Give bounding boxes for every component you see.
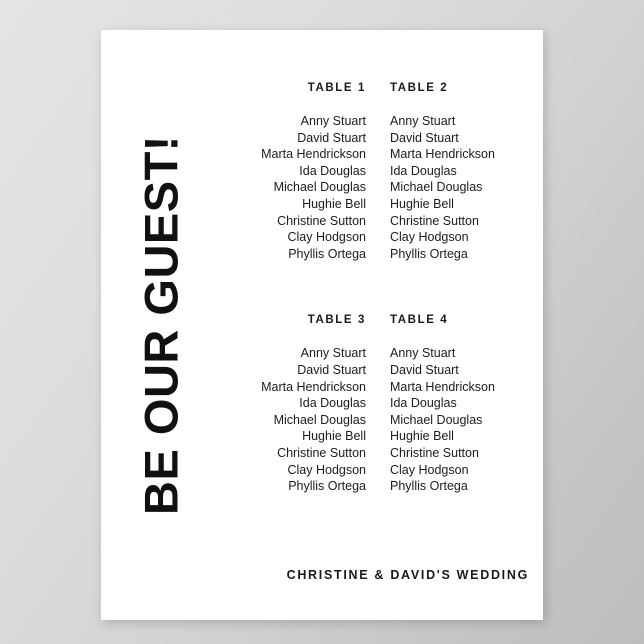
guest-name: Phyllis Ortega bbox=[288, 246, 366, 261]
guest-name: Phyllis Ortega bbox=[390, 479, 468, 494]
table-block-4 bbox=[382, 314, 543, 494]
guest-name: David Stuart bbox=[390, 362, 459, 377]
guest-name: Ida Douglas bbox=[299, 396, 366, 411]
seating-chart-area bbox=[221, 30, 543, 620]
table-block-3 bbox=[221, 314, 382, 494]
guest-name: Anny Stuart bbox=[300, 346, 366, 361]
guest-name: Anny Stuart bbox=[300, 114, 366, 128]
guest-name: David Stuart bbox=[390, 130, 459, 145]
table-heading: TABLE 1 bbox=[307, 82, 366, 94]
poster bbox=[101, 30, 543, 620]
guest-name: David Stuart bbox=[297, 130, 366, 145]
guest-name: Clay Hodgson bbox=[287, 230, 366, 245]
guest-name: Hughie Bell bbox=[302, 196, 366, 211]
table-heading: TABLE 4 bbox=[390, 314, 449, 327]
guest-name: Anny Stuart bbox=[390, 114, 456, 128]
guest-name: Clay Hodgson bbox=[390, 462, 469, 477]
table-heading: TABLE 3 bbox=[307, 314, 366, 327]
guest-name: Marta Hendrickson bbox=[390, 147, 495, 162]
guest-name: Ida Douglas bbox=[299, 163, 366, 178]
guest-name: Christine Sutton bbox=[390, 213, 479, 228]
table-block-2 bbox=[382, 82, 543, 262]
table-heading: TABLE 2 bbox=[390, 82, 449, 94]
poster-title-text: BE OUR GUEST! bbox=[134, 135, 188, 515]
guest-name: Marta Hendrickson bbox=[261, 147, 366, 162]
guest-name: Hughie Bell bbox=[390, 196, 454, 211]
poster-footer-couple-names: CHRISTINE & DAVID'S WEDDING bbox=[286, 568, 529, 582]
guest-name: Ida Douglas bbox=[390, 163, 457, 178]
table-block-1 bbox=[221, 82, 382, 262]
guest-name: Ida Douglas bbox=[390, 396, 457, 411]
guest-name: Marta Hendrickson bbox=[390, 379, 495, 394]
guest-name: Michael Douglas bbox=[390, 180, 483, 195]
guest-name: Marta Hendrickson bbox=[261, 379, 366, 394]
poster-vertical-title bbox=[101, 30, 221, 620]
guest-name: Hughie Bell bbox=[302, 429, 366, 444]
guest-name: Michael Douglas bbox=[273, 412, 366, 427]
table-grid bbox=[221, 82, 543, 547]
guest-name: Christine Sutton bbox=[277, 213, 366, 228]
guest-name: Michael Douglas bbox=[390, 412, 483, 427]
guest-name: David Stuart bbox=[297, 362, 366, 377]
guest-name: Phyllis Ortega bbox=[288, 479, 366, 494]
guest-name: Christine Sutton bbox=[390, 445, 479, 460]
guest-name: Christine Sutton bbox=[277, 445, 366, 460]
guest-name: Michael Douglas bbox=[273, 180, 366, 195]
guest-name: Anny Stuart bbox=[390, 346, 456, 361]
guest-name: Clay Hodgson bbox=[287, 462, 366, 477]
guest-name: Clay Hodgson bbox=[390, 230, 469, 245]
guest-name: Hughie Bell bbox=[390, 429, 454, 444]
guest-name: Phyllis Ortega bbox=[390, 246, 468, 261]
